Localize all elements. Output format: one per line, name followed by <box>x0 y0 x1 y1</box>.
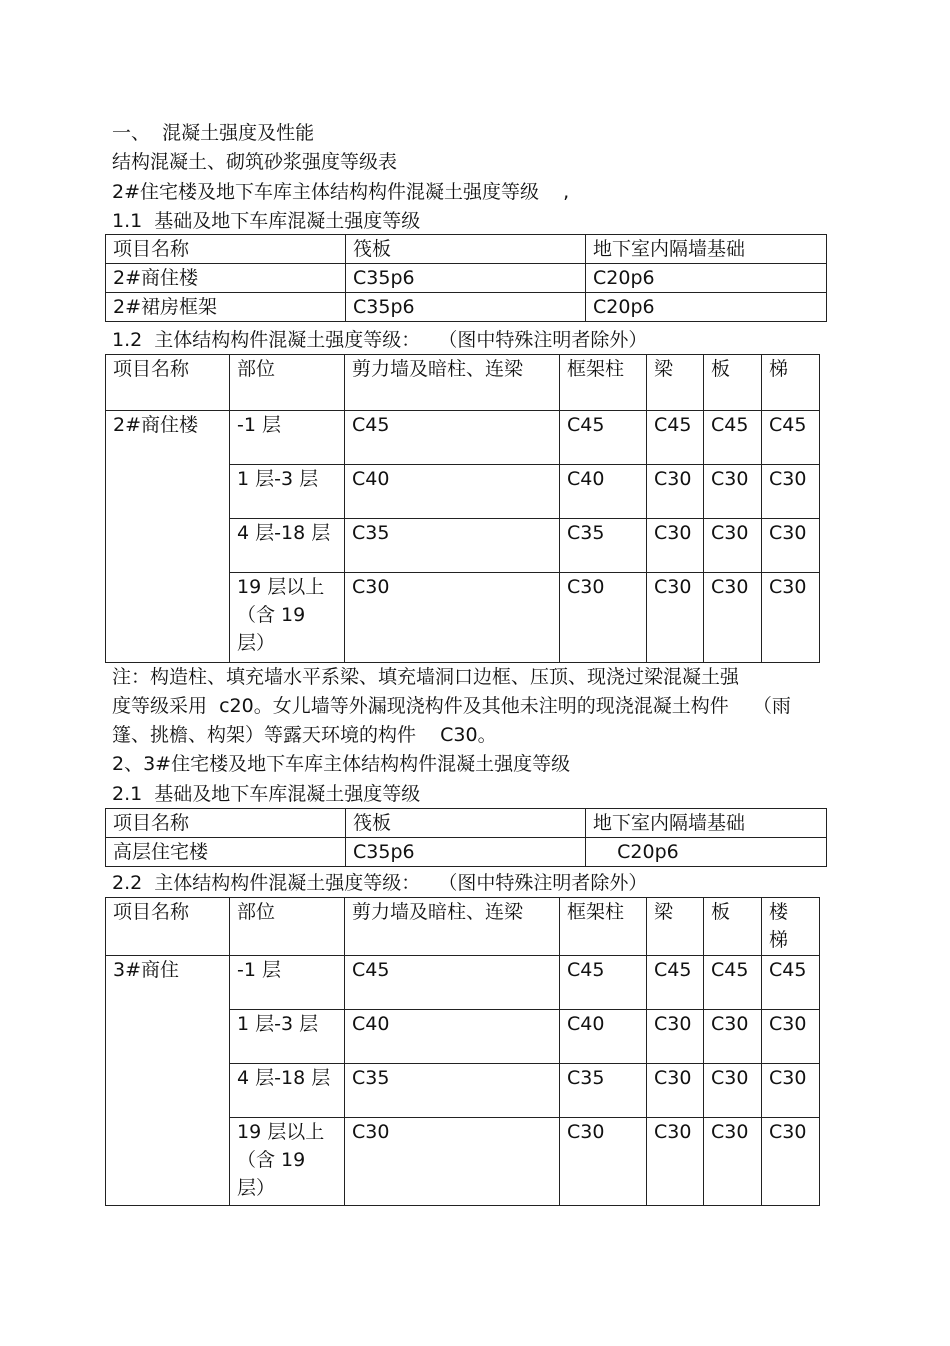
section-heading: 一、 混凝土强度及性能 <box>112 122 315 144</box>
table-cell: C30 <box>704 1118 762 1206</box>
table-cell: 4 层-18 层 <box>230 519 345 573</box>
header-cell: 地下室内隔墙基础 <box>586 809 827 838</box>
table-cell: C30 <box>704 573 762 663</box>
table-cell: C45 <box>704 411 762 465</box>
table-cell: C30 <box>647 1118 704 1206</box>
header-cell: 筏板 <box>346 235 586 264</box>
structure-table-2 <box>105 354 820 663</box>
table-cell: C35p6 <box>346 264 586 293</box>
table-cell: C30 <box>762 1010 820 1064</box>
header-cell: 板 <box>704 355 762 411</box>
table-cell: -1 层 <box>230 411 345 465</box>
table-cell: C45 <box>647 411 704 465</box>
header-cell: 剪力墙及暗柱、连梁 <box>345 355 560 411</box>
header-cell: 筏板 <box>346 809 586 838</box>
table-cell: C35p6 <box>346 293 586 322</box>
table-cell: C35 <box>345 519 560 573</box>
table-cell: C20p6 <box>586 293 827 322</box>
table-cell: C30 <box>560 573 647 663</box>
header-cell: 项目名称 <box>106 809 346 838</box>
table-cell: C35p6 <box>346 838 586 867</box>
table-cell: 1 层-3 层 <box>230 1010 345 1064</box>
table-cell: C30 <box>647 1064 704 1118</box>
table-cell: C45 <box>345 956 560 1010</box>
project-cell: 3#商住 <box>106 956 230 1206</box>
header-cell: 项目名称 <box>106 235 346 264</box>
note-line: 度等级采用 c20。女儿墙等外漏现浇构件及其他未注明的现浇混凝土构件 （雨 <box>112 695 791 717</box>
section1-title: 2#住宅楼及地下车库主体结构构件混凝土强度等级 , <box>112 181 570 203</box>
table-cell: C30 <box>647 573 704 663</box>
table-cell: C40 <box>345 1010 560 1064</box>
header-cell: 梯 <box>762 355 820 411</box>
table-header-row <box>106 809 827 838</box>
note-line: 注：构造柱、填充墙水平系梁、填充墙洞口边框、压顶、现浇过梁混凝土强 <box>112 666 740 688</box>
table-cell: 高层住宅楼 <box>106 838 346 867</box>
table-header-row <box>106 355 820 411</box>
header-cell: 地下室内隔墙基础 <box>586 235 827 264</box>
table-cell: C45 <box>762 956 820 1010</box>
header-cell: 板 <box>704 898 762 956</box>
table2-1-title: 2.1 基础及地下车库混凝土强度等级 <box>112 783 421 805</box>
table-header-row <box>106 235 827 264</box>
header-cell: 框架柱 <box>560 355 647 411</box>
header-cell: 楼 梯 <box>762 898 820 956</box>
table2-2-title: 2.2 主体结构构件混凝土强度等级： （图中特殊注明者除外） <box>112 872 648 894</box>
foundation-table-3 <box>105 808 827 867</box>
header-cell: 框架柱 <box>560 898 647 956</box>
table-row <box>106 838 827 867</box>
table-cell: C30 <box>762 1064 820 1118</box>
structure-table-3 <box>105 897 820 1206</box>
table-cell: C45 <box>704 956 762 1010</box>
table-cell: C30 <box>704 1064 762 1118</box>
table-row <box>106 293 827 322</box>
table-cell: C40 <box>345 465 560 519</box>
table-cell: -1 层 <box>230 956 345 1010</box>
table-cell: C45 <box>647 956 704 1010</box>
table-cell: 4 层-18 层 <box>230 1064 345 1118</box>
table-cell: C30 <box>704 1010 762 1064</box>
table-cell: C35 <box>560 519 647 573</box>
table-cell: 1 层-3 层 <box>230 465 345 519</box>
table-header-row <box>106 898 820 956</box>
table-cell: C30 <box>762 573 820 663</box>
table-cell: 19 层以上 （含 19 层） <box>230 1118 345 1206</box>
table-cell: C20p6 <box>586 838 827 867</box>
table-cell: 2#裙房框架 <box>106 293 346 322</box>
header-cell: 剪力墙及暗柱、连梁 <box>345 898 560 956</box>
table-row <box>106 264 827 293</box>
section2-title: 2、3#住宅楼及地下车库主体结构构件混凝土强度等级 <box>112 753 571 775</box>
table-cell: C40 <box>560 1010 647 1064</box>
header-cell: 项目名称 <box>106 355 230 411</box>
header-cell: 梁 <box>647 898 704 956</box>
subtitle: 结构混凝土、砌筑砂浆强度等级表 <box>112 151 398 173</box>
table-cell: C35 <box>345 1064 560 1118</box>
note-line: 篷、挑檐、构架）等露天环境的构件 C30。 <box>112 724 497 746</box>
table-cell: C45 <box>560 956 647 1010</box>
foundation-table-2 <box>105 234 827 322</box>
table-cell: C30 <box>762 465 820 519</box>
table-cell: C35 <box>560 1064 647 1118</box>
table-cell: C30 <box>345 1118 560 1206</box>
table-cell: C40 <box>560 465 647 519</box>
project-cell: 2#商住楼 <box>106 411 230 663</box>
header-cell: 梁 <box>647 355 704 411</box>
header-cell: 项目名称 <box>106 898 230 956</box>
table-cell: C30 <box>762 1118 820 1206</box>
header-cell: 部位 <box>230 898 345 956</box>
table-cell: 19 层以上 （含 19 层） <box>230 573 345 663</box>
table-cell: C30 <box>704 519 762 573</box>
table-cell: C30 <box>647 519 704 573</box>
table-cell: C30 <box>647 465 704 519</box>
table-cell: C30 <box>560 1118 647 1206</box>
table-cell: C30 <box>704 465 762 519</box>
table-cell: C30 <box>345 573 560 663</box>
table-row <box>106 956 820 1010</box>
table-cell: C30 <box>647 1010 704 1064</box>
table1-1-title: 1.1 基础及地下车库混凝土强度等级 <box>112 210 421 232</box>
table1-2-title: 1.2 主体结构构件混凝土强度等级： （图中特殊注明者除外） <box>112 329 648 351</box>
table-cell: C45 <box>560 411 647 465</box>
table-cell: C45 <box>762 411 820 465</box>
table-cell: C45 <box>345 411 560 465</box>
header-cell: 部位 <box>230 355 345 411</box>
table-cell: C30 <box>762 519 820 573</box>
table-cell: C20p6 <box>586 264 827 293</box>
table-cell: 2#商住楼 <box>106 264 346 293</box>
table-row <box>106 411 820 465</box>
